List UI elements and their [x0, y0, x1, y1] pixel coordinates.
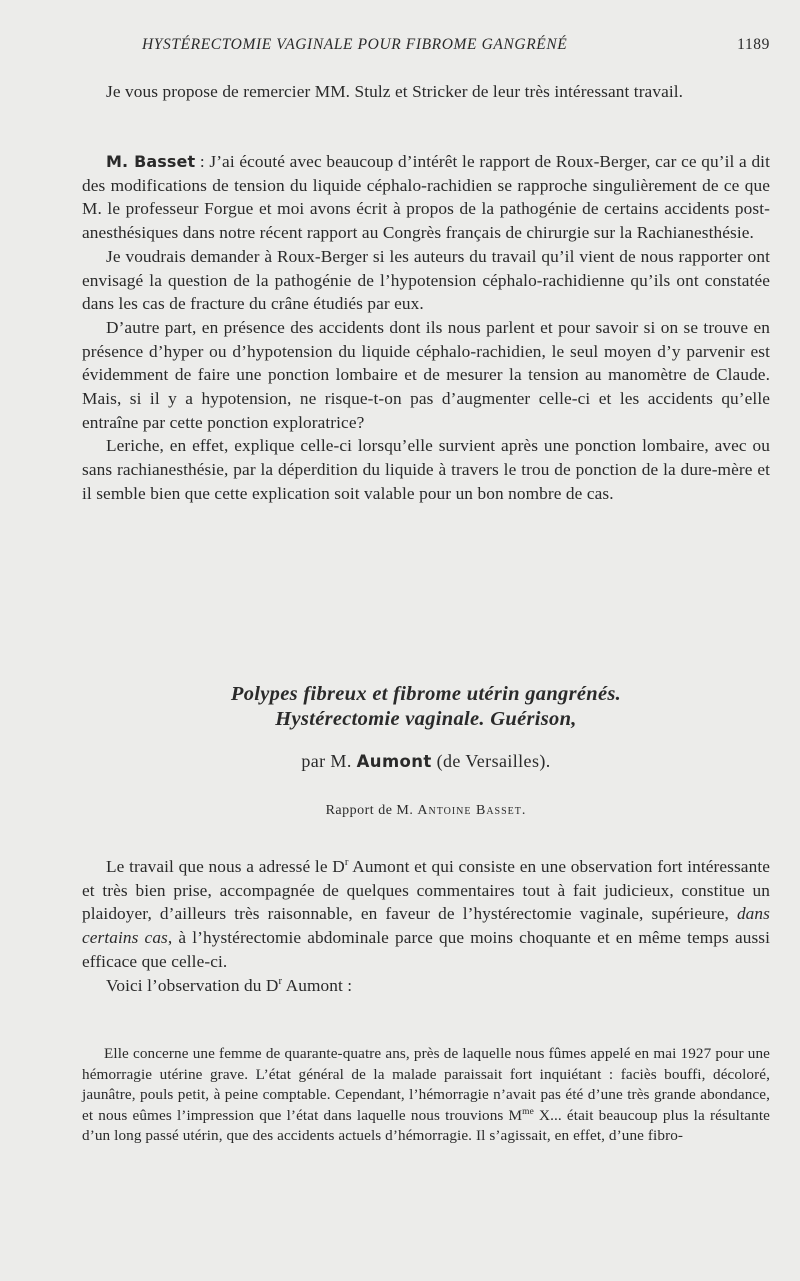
report-p2-part-a: Voici l’observation du D [106, 975, 279, 995]
byline-author: Aumont [356, 752, 432, 771]
discussion-paragraph-1 [82, 150, 770, 245]
speaker-name: M. Basset [106, 152, 196, 171]
page-number: 1189 [737, 36, 770, 53]
running-head [80, 36, 770, 58]
byline [82, 751, 770, 772]
article-title-line-1: Polypes fibreux et fibrome utérin gangrénés. [230, 683, 622, 705]
discussion-paragraph-4: Leriche, en effet, explique celle-ci lorsqu’elle survient après une ponction lombaire, avec ou sans rachianesthésie, par la déperdition du liquide à travers le trou de ponction de la dure-mère et il semble bien que cette explication soit valable pour un bon nombre de cas. [82, 436, 770, 503]
intro-paragraph: Je vous propose de remercier MM. Stulz et Stricker de leur très intéressant travail. [106, 82, 684, 101]
byline-suffix: (de Versailles). [431, 751, 551, 771]
byline-block [82, 751, 770, 772]
rapport-name: Antoine Basset. [417, 803, 527, 818]
report-p1-sup: r [344, 856, 349, 869]
article-title-line-2: Hystérectomie vaginale. Guérison, [275, 708, 577, 730]
report-p2-part-b: Aumont : [282, 975, 353, 995]
report-p2-sup: r [278, 974, 283, 987]
observation-paragraph [82, 1044, 770, 1147]
report-p1-part-c: , à l’hystérectomie abdominale parce que moins choquante et en même temps aussi efficace que celle-ci. [82, 928, 771, 971]
rapport-block [82, 803, 770, 819]
report-paragraph-1 [82, 855, 770, 974]
observation-section [82, 1044, 770, 1147]
intro-section [82, 80, 770, 104]
report-section [82, 855, 770, 997]
rapport-prefix: Rapport de M. [325, 803, 418, 818]
byline-prefix: par M. [301, 751, 357, 771]
observation-part-a: Elle concerne une femme de quarante-quatre ans, près de laquelle nous fûmes appelé en mai 1927 pour une hémorragie utérine grave. L’état général de la malade paraissait fort inquiétant : faciès bouffi, décoloré, jaunâtre, pouls petit, à peine comptable. Cependant, l’hémorragie n’avait pas été d’une très grande abondance, et nous eûmes l’impression que l’état dans laquelle nous trouvions M [82, 1045, 770, 1124]
report-p1-part-a: Le travail que nous a adressé le D [106, 857, 345, 876]
report-p1-italic: dans certains cas [82, 904, 770, 948]
discussion-paragraph-2: Je voudrais demander à Roux-Berger si les auteurs du travail qu’il vient de nous rapporter ont envisagé la question de la pathogénie de l’hypotension céphalo-rachidienne qu’ils ont constatée dans les cas de fracture du crâne étudiés par eux. [82, 246, 770, 314]
rapport-line [82, 803, 770, 819]
report-paragraph-2 [82, 974, 770, 998]
discussion-paragraph-3: D’autre part, en présence des accidents dont ils nous parlent et pour savoir si on se trouve en présence d’hyper ou d’hypotension du liquide céphalo-rachidien, le seul moyen d’y parvenir est évidemment de faire une ponction lombaire et de mesurer la tension au manomètre de Claude. Mais, si il y a hypotension, ne risque-t-on pas d’augmenter celle-ci et les accidents qu’elle entraîne par cette ponction exploratrice? [82, 317, 770, 432]
report-p1-part-b: Aumont et qui consiste en une observation fort intéressante et très bien prise, accompagnée de quelques commentaires tout à fait judicieux, constitue un plaidoyer, d’ailleurs très raisonnable, en faveur de l’hystérectomie vaginale, supérieure, [82, 857, 770, 924]
observation-part-b: X... était beaucoup plus la résultante d’un long passé utérin, que des accidents actuels d’hémorragie. Il s’agissait, en effet, d’une fibro- [82, 1106, 771, 1145]
discussion-paragraph-1-text: : J’ai écouté avec beaucoup d’intérêt le rapport de Roux-Berger, car ce qu’il a dit des modifications de tension du liquide céphalo-rachidien se rapproche singulièrement de ce que M. le professeur Forgue et moi avons écrit à propos de la pathogénie de certains accidents post-anesthésiques dans notre récent rapport au Congrès français de chirurgie sur la Rachianesthésie. [82, 152, 770, 243]
running-title: HYSTÉRECTOMIE VAGINALE POUR FIBROME GANGRÉNÉ [142, 36, 568, 53]
discussion-section [82, 150, 770, 506]
article-title-block [82, 682, 770, 732]
observation-sup: me [522, 1106, 534, 1117]
